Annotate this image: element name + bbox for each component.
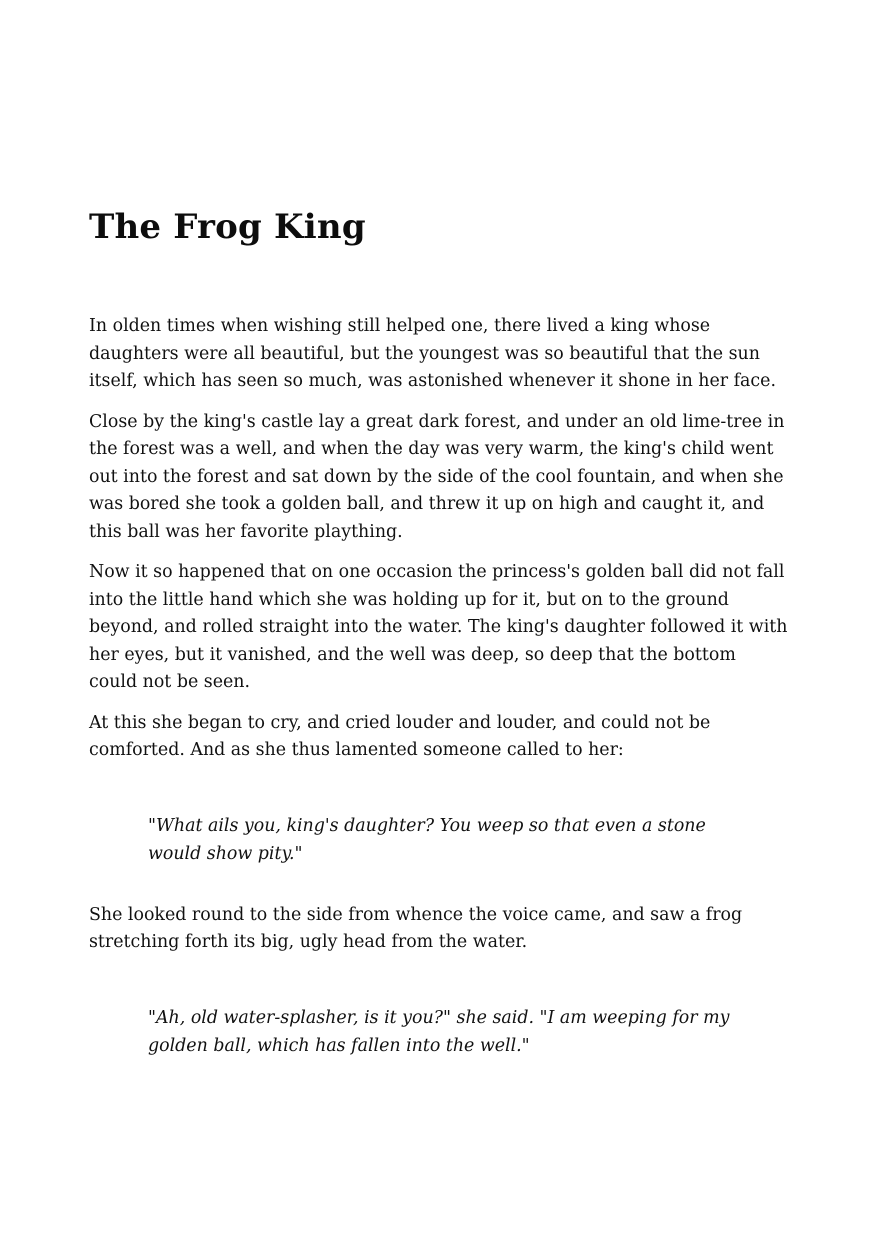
block-quote-princess: "Ah, old water-splasher, is it you?" she said. "I am weeping for my golden ball, which has fallen into the well." [148, 1007, 730, 1056]
paragraph-4: At this she began to cry, and cried louder and louder, and could not be comforted. And as she thus lamented someone called to her: [89, 712, 711, 760]
paragraph-2: Close by the king's castle lay a great dark forest, and under an old lime-tree in the forest was a well, and when the day was very warm, the king's child went out into the forest and sat down by the side of the cool fountain, and when she was bored she took a golden ball, and threw it up on high and caught it, and this ball was her favorite plaything. [89, 411, 785, 542]
page-title: The Frog King [89, 207, 366, 247]
paragraph-3: Now it so happened that on one occasion the princess's golden ball did not fall into the little hand which she was holding up for it, but on to the ground beyond, and rolled straight into the water. The king's daughter followed it with her eyes, but it vanished, and the well was deep, so deep that the bottom could not be seen. [89, 562, 788, 692]
block-quote-frog: "What ails you, king's daughter? You weep so that even a stone would show pity." [148, 815, 706, 864]
paragraph-5: She looked round to the side from whence the voice came, and saw a frog stretching forth its big, ugly head from the water. [89, 904, 743, 952]
story-body [89, 313, 789, 1094]
paragraph-1: In olden times when wishing still helped one, there lived a king whose daughters were all beautiful, but the youngest was so beautiful that the sun itself, which has seen so much, was astonished whenever it shone in her face. [89, 316, 776, 391]
